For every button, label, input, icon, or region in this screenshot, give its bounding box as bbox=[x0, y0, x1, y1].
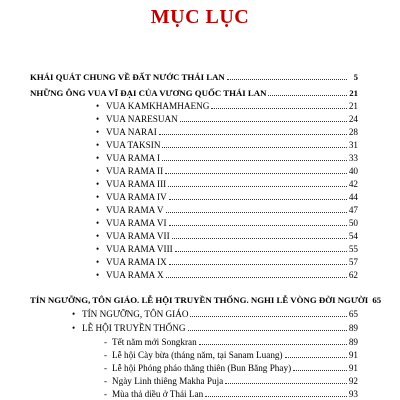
toc-entry-page: 89 bbox=[348, 323, 358, 333]
dot-leader bbox=[162, 153, 347, 161]
bullet-icon: • bbox=[96, 140, 100, 150]
toc-entry-label: VUA RAMA III bbox=[106, 179, 167, 189]
toc-entry-king[interactable] bbox=[96, 153, 358, 164]
toc-entry-king[interactable] bbox=[96, 270, 358, 281]
dot-leader bbox=[169, 257, 347, 265]
dot-leader bbox=[166, 270, 347, 278]
dot-leader bbox=[225, 376, 347, 384]
toc-entry-page: 57 bbox=[348, 257, 358, 267]
toc-entry-page: 47 bbox=[348, 205, 358, 215]
toc-entry-page: 65 bbox=[372, 295, 382, 305]
dot-leader bbox=[175, 244, 347, 252]
bullet-icon: • bbox=[96, 231, 100, 241]
dot-leader bbox=[165, 166, 347, 174]
dot-leader bbox=[166, 205, 347, 213]
toc-entry-section[interactable] bbox=[30, 72, 358, 83]
bullet-icon: • bbox=[96, 153, 100, 163]
toc-entry-page: 40 bbox=[348, 166, 358, 176]
toc-entry-page: 33 bbox=[348, 153, 358, 163]
dot-leader bbox=[268, 88, 347, 96]
toc-entry-label: VUA RAMA IX bbox=[106, 257, 167, 267]
toc-entry-page: 42 bbox=[348, 179, 358, 189]
toc-entry-section[interactable] bbox=[30, 88, 358, 99]
toc-entry-king[interactable] bbox=[96, 192, 358, 203]
toc-entry-page: 92 bbox=[348, 376, 358, 386]
toc-entry-label: TÍN NGƯỠNG, TÔN GIÁO bbox=[82, 309, 189, 319]
toc-entry-king[interactable] bbox=[96, 166, 358, 177]
toc-entry-king[interactable] bbox=[96, 127, 358, 138]
dot-leader bbox=[188, 323, 347, 331]
bullet-icon: • bbox=[96, 179, 100, 189]
toc-entry-label: VUA RAMA VI bbox=[106, 218, 167, 228]
toc-entry-label: VUA KAMKHAMHAENG bbox=[106, 101, 210, 111]
toc-entry-page: 24 bbox=[348, 114, 358, 124]
toc-entry-page: 62 bbox=[348, 270, 358, 280]
toc-entry-label: VUA RAMA VII bbox=[106, 231, 170, 241]
dot-leader bbox=[169, 192, 347, 200]
bullet-icon: • bbox=[96, 257, 100, 267]
toc-entry-page: 54 bbox=[348, 231, 358, 241]
dot-leader bbox=[285, 350, 347, 358]
toc-entry-king[interactable] bbox=[96, 114, 358, 125]
dot-leader bbox=[190, 309, 347, 317]
toc-entry-page: 65 bbox=[348, 309, 358, 319]
toc-entry-subsection[interactable] bbox=[72, 309, 358, 320]
dash-marker: - bbox=[104, 376, 108, 386]
dot-leader bbox=[205, 389, 347, 397]
toc-entry-label: Ngày Linh thiêng Makha Puja bbox=[112, 376, 224, 386]
dot-leader bbox=[211, 101, 347, 109]
bullet-icon: • bbox=[96, 270, 100, 280]
toc-entry-king[interactable] bbox=[96, 101, 358, 112]
toc-entry-king[interactable] bbox=[96, 179, 358, 190]
toc-entry-label: VUA TAKSIN bbox=[106, 140, 161, 150]
toc-entry-king[interactable] bbox=[96, 257, 358, 268]
bullet-icon: • bbox=[96, 127, 100, 137]
toc-entry-page: 31 bbox=[348, 140, 358, 150]
toc-entry-page: 21 bbox=[348, 101, 358, 111]
toc-entry-label: LỄ HỘI TRUYỀN THỐNG bbox=[82, 323, 186, 333]
toc-entry-label: TÍN NGƯỠNG, TÔN GIÁO. LỄ HỘI TRUYỀN THỐNG. NGHI LỄ VÒNG ĐỜI NGƯỜI bbox=[30, 295, 369, 305]
toc-entry-festival[interactable] bbox=[104, 337, 358, 348]
toc-entry-page: 55 bbox=[348, 244, 358, 254]
toc-entry-festival[interactable] bbox=[104, 376, 358, 387]
toc-entry-king[interactable] bbox=[96, 218, 358, 229]
toc-entry-label: Lễ hội Cày bừa (tháng năm, tại Sanam Luang) bbox=[112, 350, 283, 360]
dot-leader bbox=[159, 127, 347, 135]
bullet-icon: • bbox=[96, 218, 100, 228]
toc-entry-label: Tết năm mới Songkran bbox=[112, 337, 197, 347]
toc-entry-label: VUA NARAI bbox=[106, 127, 157, 137]
toc-entry-page: 91 bbox=[348, 350, 358, 360]
toc-entry-festival[interactable] bbox=[104, 363, 358, 374]
toc-entry-page: 28 bbox=[348, 127, 358, 137]
toc-entry-section[interactable] bbox=[30, 295, 382, 306]
bullet-icon: • bbox=[96, 114, 100, 124]
toc-entry-page: 50 bbox=[348, 218, 358, 228]
dot-leader bbox=[169, 218, 347, 226]
toc-entry-page: 89 bbox=[348, 337, 358, 347]
dot-leader bbox=[293, 363, 347, 371]
bullet-icon: • bbox=[72, 323, 76, 333]
dot-leader bbox=[180, 114, 347, 122]
toc-entry-label: VUA RAMA I bbox=[106, 153, 161, 163]
dot-leader bbox=[168, 179, 347, 187]
toc-entry-label: VUA NARESUAN bbox=[106, 114, 178, 124]
toc-entry-label: VUA RAMA II bbox=[106, 166, 164, 176]
toc-entry-label: VUA RAMA IV bbox=[106, 192, 167, 202]
dot-leader bbox=[199, 337, 347, 345]
toc-entry-king[interactable] bbox=[96, 205, 358, 216]
toc-entry-label: KHÁI QUÁT CHUNG VỀ ĐẤT NƯỚC THÁI LAN bbox=[30, 72, 225, 82]
toc-entry-king[interactable] bbox=[96, 244, 358, 255]
toc-entry-label: VUA RAMA X bbox=[106, 270, 164, 280]
bullet-icon: • bbox=[72, 309, 76, 319]
dot-leader bbox=[162, 140, 347, 148]
dash-marker: - bbox=[104, 389, 108, 399]
toc-entry-page: 21 bbox=[349, 88, 358, 98]
toc-entry-king[interactable] bbox=[96, 231, 358, 242]
dot-leader bbox=[227, 72, 347, 80]
bullet-icon: • bbox=[96, 205, 100, 215]
dash-marker: - bbox=[104, 350, 108, 360]
dash-marker: - bbox=[104, 363, 108, 373]
bullet-icon: • bbox=[96, 192, 100, 202]
dot-leader bbox=[172, 231, 347, 239]
toc-entry-festival[interactable] bbox=[104, 389, 358, 400]
toc-entry-page: 93 bbox=[348, 389, 358, 399]
toc-entry-subsection[interactable] bbox=[72, 323, 358, 334]
bullet-icon: • bbox=[96, 244, 100, 254]
toc-entry-label: Mùa thả diều ở Thái Lan bbox=[112, 389, 204, 399]
dash-marker: - bbox=[104, 337, 108, 347]
toc-entry-label: VUA RAMA V bbox=[106, 205, 164, 215]
bullet-icon: • bbox=[96, 101, 100, 111]
toc-entry-label: VUA RAMA VIII bbox=[106, 244, 173, 254]
toc-entry-page: 5 bbox=[353, 72, 358, 82]
bullet-icon: • bbox=[96, 166, 100, 176]
toc-entry-label: Lễ hội Phóng pháo thăng thiên (Bun Băng Phay) bbox=[112, 363, 292, 373]
page-title: MỤC LỤC bbox=[150, 6, 250, 28]
toc-entry-page: 91 bbox=[348, 363, 358, 373]
toc-entry-festival[interactable] bbox=[104, 350, 358, 361]
toc-entry-page: 44 bbox=[348, 192, 358, 202]
toc-entry-label: NHỮNG ÔNG VUA VĨ ĐẠI CỦA VƯƠNG QUỐC THÁI LAN bbox=[30, 88, 267, 98]
toc-entry-king[interactable] bbox=[96, 140, 358, 151]
